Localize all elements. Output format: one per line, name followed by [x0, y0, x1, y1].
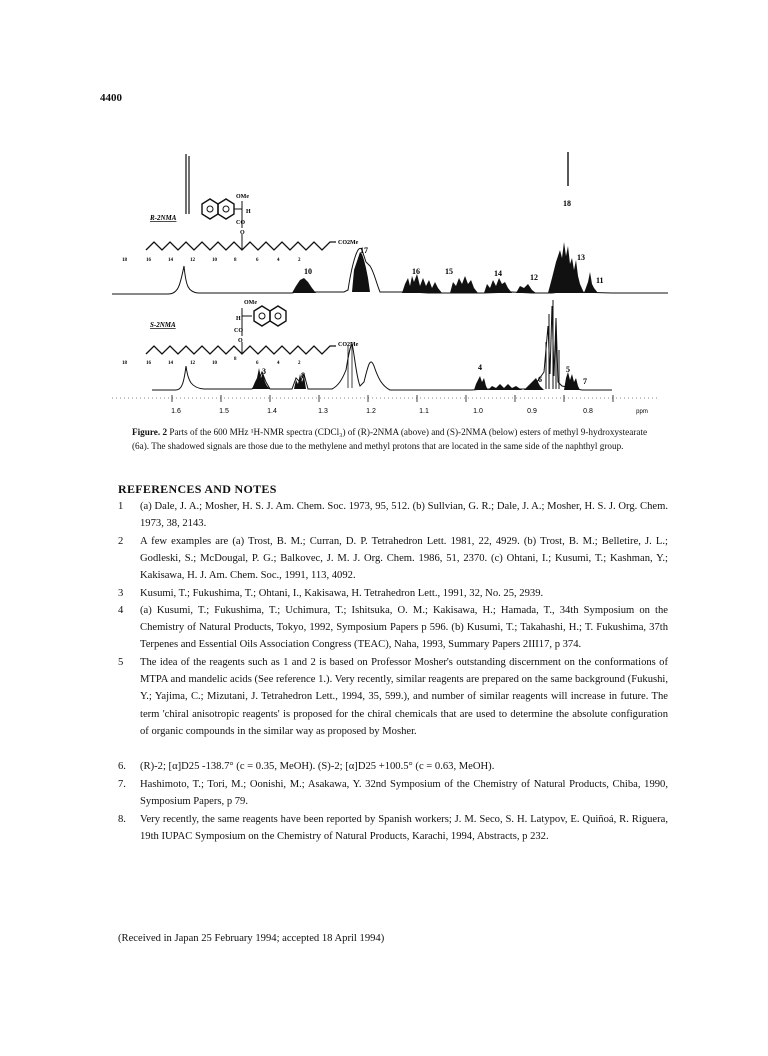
lower-chain-ticks	[122, 357, 301, 366]
lower-spectrum	[122, 300, 612, 390]
svg-text:15: 15	[445, 267, 453, 276]
svg-text:13: 13	[577, 253, 585, 262]
svg-text:12: 12	[190, 258, 195, 263]
ppm-tick: 1.5	[219, 408, 229, 415]
svg-text:12: 12	[190, 361, 195, 366]
svg-text:O: O	[240, 230, 245, 236]
ppm-tick: 1.2	[366, 408, 376, 415]
lower-co2me-label: CO2Me	[338, 342, 359, 348]
lower-co-label: CO	[234, 328, 243, 334]
upper-structure	[122, 194, 359, 263]
svg-text:4: 4	[277, 361, 280, 366]
ppm-axis	[112, 395, 660, 415]
upper-h-label: H	[246, 209, 251, 215]
svg-text:14: 14	[168, 361, 173, 366]
ppm-tick: 1.4	[267, 408, 277, 415]
lower-structure	[122, 300, 359, 366]
svg-text:5: 5	[566, 365, 570, 374]
ppm-tick: 1.0	[473, 408, 483, 415]
upper-ome-label: OMe	[236, 194, 249, 200]
svg-text:10: 10	[304, 267, 312, 276]
lower-reagent-label: S-2NMA	[150, 321, 176, 329]
svg-text:10: 10	[212, 258, 217, 263]
svg-text:7: 7	[583, 377, 587, 386]
svg-text:18: 18	[563, 199, 571, 208]
svg-text:11: 11	[596, 276, 604, 285]
references-heading: REFERENCES AND NOTES	[118, 482, 277, 496]
ppm-tick: 1.6	[171, 408, 181, 415]
received-note: (Received in Japan 25 February 1994; accepted 18 April 1994)	[118, 933, 385, 944]
svg-text:6: 6	[256, 361, 259, 366]
svg-text:18: 18	[122, 258, 127, 263]
svg-text:2: 2	[298, 258, 301, 263]
ppm-tick: 1.3	[318, 408, 328, 415]
svg-text:12: 12	[530, 273, 538, 282]
figure-caption	[132, 426, 660, 453]
lower-ome-label: OMe	[244, 300, 257, 306]
lower-peak-labels	[262, 363, 587, 386]
svg-text:17: 17	[360, 246, 368, 255]
svg-text:4: 4	[478, 363, 482, 372]
lower-h-label: H	[236, 316, 241, 322]
svg-text:3: 3	[262, 367, 266, 376]
svg-text:16: 16	[146, 361, 151, 366]
svg-text:16: 16	[412, 267, 420, 276]
upper-co-label: CO	[236, 220, 245, 226]
page-number: 4400	[100, 92, 122, 104]
svg-text:8: 8	[234, 357, 237, 362]
upper-reagent-label: R-2NMA	[150, 214, 177, 222]
figure-caption-label: Figure. 2	[132, 427, 168, 437]
ppm-tick: 1.1	[419, 408, 429, 415]
upper-spectrum	[112, 152, 668, 294]
svg-text:4: 4	[277, 258, 280, 263]
ppm-tick: 0.9	[527, 408, 537, 415]
nmr-figure	[112, 146, 668, 424]
svg-text:8: 8	[234, 258, 237, 263]
svg-text:14: 14	[494, 269, 502, 278]
svg-text:14: 14	[168, 258, 173, 263]
svg-text:6: 6	[538, 375, 542, 384]
svg-text:16: 16	[146, 258, 151, 263]
svg-text:18: 18	[122, 361, 127, 366]
upper-chain-ticks	[122, 258, 301, 263]
ppm-unit: ppm	[636, 409, 648, 415]
svg-text:10: 10	[212, 361, 217, 366]
figure-caption-text: Parts of the 600 MHz ¹H-NMR spectra (CDCl₃) of (R)-2NMA (above) and (S)-2NMA (below) esters of methyl 9-hydroxystearate (6a). The shadowed signals are those due to the methylene and methyl protons that are located in the same side of the naphthyl group.	[132, 427, 648, 451]
svg-text:2: 2	[298, 361, 301, 366]
svg-text:8: 8	[301, 371, 305, 380]
svg-text:6: 6	[256, 258, 259, 263]
upper-co2me-label: CO2Me	[338, 240, 359, 246]
ppm-tick: 0.8	[583, 408, 593, 415]
svg-text:O: O	[238, 338, 243, 344]
